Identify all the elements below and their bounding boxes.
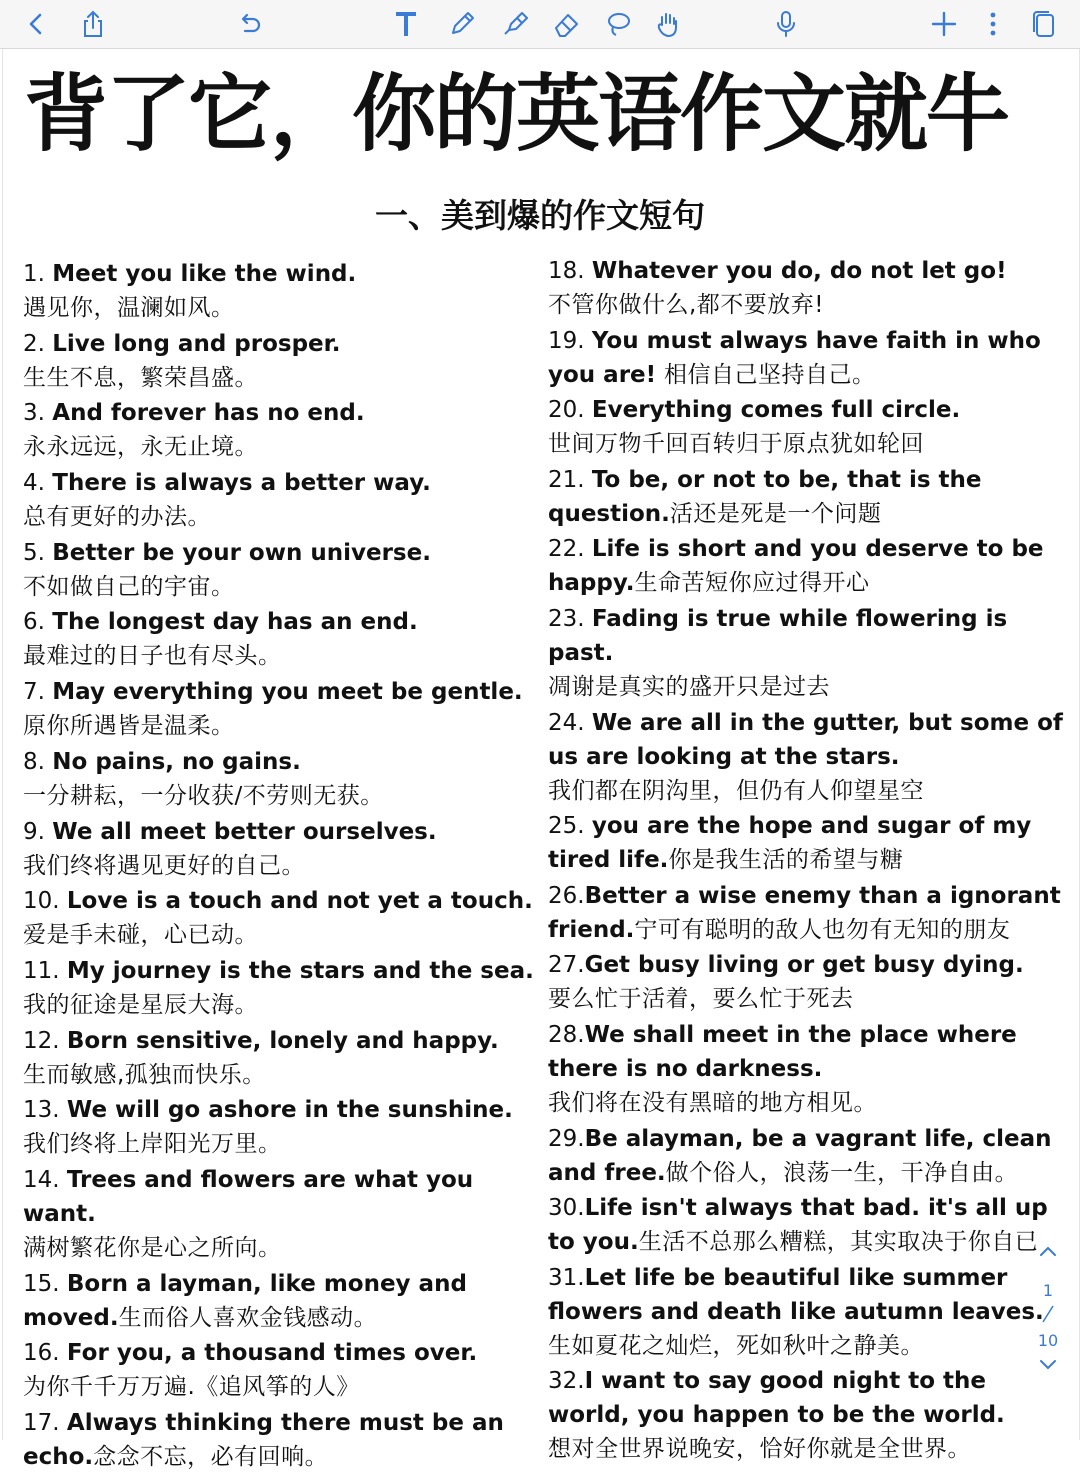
english-sentence (548, 397, 960, 423)
item-number: 16. (23, 1340, 67, 1367)
sentence-item (23, 257, 538, 325)
english-sentence (548, 1265, 1044, 1325)
sentence-item (548, 1191, 1063, 1259)
english-sentence (23, 609, 418, 635)
english-sentence (23, 679, 523, 705)
item-number: 23. (548, 605, 592, 632)
english-text: The longest day has an end. (52, 609, 418, 636)
chinese-translation: 生而敏感,孤独而快乐。 (23, 1061, 266, 1088)
chinese-translation: 想对全世界说晚安，恰好你就是全世界。 (548, 1436, 971, 1463)
sentence-item (23, 466, 538, 534)
item-number: 29. (548, 1125, 585, 1152)
english-text: May everything you meet be gentle. (52, 679, 523, 706)
sentence-item (23, 675, 538, 743)
sentence-item (23, 1267, 538, 1335)
english-sentence (23, 958, 534, 984)
right-column (548, 254, 1063, 1468)
chinese-translation: 宁可有聪明的敌人也勿有无知的朋友 (634, 916, 1011, 943)
english-sentence (548, 1368, 1005, 1428)
item-number: 30. (548, 1195, 585, 1222)
item-number: 11. (23, 957, 67, 984)
pen-icon[interactable] (444, 6, 480, 42)
left-column (23, 257, 538, 1476)
chinese-translation: 一分耕耘，一分收获/不劳则无获。 (23, 782, 384, 809)
english-text: Always thinking there must be an echo. (23, 1410, 504, 1470)
text-tool-icon[interactable] (388, 6, 424, 42)
item-number: 28. (548, 1021, 585, 1048)
chinese-translation: 生而俗人喜欢金钱感动。 (118, 1304, 378, 1331)
item-number: 24. (548, 709, 592, 736)
chinese-translation: 活还是死是一个问题 (669, 500, 882, 527)
sentence-item (23, 1406, 538, 1474)
english-text: Born sensitive, lonely and happy. (66, 1027, 499, 1054)
item-number: 6. (23, 609, 53, 636)
item-number: 22. (548, 536, 592, 563)
english-text: You must always have faith in who you are! (548, 327, 1041, 388)
english-sentence (548, 1022, 1017, 1082)
sentence-item (23, 536, 538, 604)
english-text: Meet you like the wind. (52, 261, 357, 287)
sentence-item (23, 815, 538, 883)
sentence-item (548, 1364, 1063, 1466)
current-page: 1 (1042, 1281, 1054, 1300)
sentence-item (548, 1018, 1063, 1120)
chinese-translation: 我们将在没有黑暗的地方相见。 (548, 1089, 877, 1116)
sentence-item (548, 879, 1063, 947)
item-number: 31. (548, 1264, 585, 1291)
english-text: We shall meet in the place where there is no darkness. (548, 1021, 1017, 1082)
sentence-item (23, 396, 538, 464)
chinese-translation: 做个俗人，浪荡一生，干净自由。 (665, 1159, 1019, 1186)
page-indicator (1028, 1240, 1068, 1400)
english-sentence (23, 470, 431, 496)
item-number: 27. (548, 952, 585, 979)
sentence-item (23, 605, 538, 673)
english-text: Better a wise enemy than a ignorant friend. (548, 882, 1061, 943)
sentence-item (548, 706, 1063, 808)
sentence-item (548, 809, 1063, 877)
sentence-item (548, 393, 1063, 461)
item-number: 2. (23, 330, 53, 357)
english-sentence (23, 888, 533, 914)
item-number: 12. (23, 1027, 67, 1054)
item-number: 9. (23, 818, 53, 845)
english-sentence (23, 261, 356, 287)
toolbar (0, 0, 1080, 49)
chinese-translation: 不管你做什么,都不要放弃! (548, 292, 825, 318)
chinese-translation: 为你千千万万遍.《追风筝的人》 (23, 1374, 360, 1401)
item-number: 26. (548, 882, 585, 909)
item-number: 20. (548, 397, 592, 424)
english-text: Love is a touch and not yet a touch. (66, 888, 533, 915)
item-number: 3. (23, 400, 53, 427)
item-number: 32. (548, 1368, 585, 1395)
share-icon[interactable] (75, 6, 111, 42)
highlighter-icon[interactable] (497, 6, 533, 42)
sentence-item (23, 745, 538, 813)
english-text: Whatever you do, do not let go! (591, 258, 1007, 284)
chinese-translation: 要么忙于活着，要么忙于死去 (548, 986, 854, 1013)
english-text: For you, a thousand times over. (66, 1340, 478, 1367)
item-number: 17. (23, 1410, 67, 1436)
english-text: Let life be beautiful like summer flowers and death like autumn leaves. (548, 1264, 1044, 1325)
back-icon[interactable] (18, 6, 54, 42)
english-text: Life is short and you deserve to be happy. (548, 536, 1044, 597)
microphone-icon[interactable] (768, 6, 804, 42)
english-text: No pains, no gains. (52, 748, 301, 775)
item-number: 10. (23, 888, 67, 915)
english-text: Trees and flowers are what you want. (23, 1166, 474, 1227)
section-heading: 一、美到爆的作文短句 (375, 196, 705, 235)
english-sentence (23, 400, 365, 426)
item-number: 15. (23, 1270, 67, 1297)
english-text: Everything comes full circle. (591, 397, 961, 424)
item-number: 21. (548, 466, 592, 493)
chinese-translation: 我们终将遇见更好的自己。 (23, 852, 305, 879)
hand-icon[interactable] (650, 6, 686, 42)
sentence-item (23, 327, 538, 395)
chinese-translation: 我们都在阴沟里，但仍有人仰望星空 (548, 777, 924, 804)
chinese-translation: 凋谢是真实的盛开只是过去 (548, 673, 830, 700)
english-text: My journey is the stars and the sea. (66, 957, 534, 984)
total-pages: 10 (1037, 1331, 1059, 1350)
english-text: I want to say good night to the world, you happen to be the world. (548, 1368, 1005, 1429)
english-sentence (23, 1028, 499, 1054)
english-text: To be, or not to be, that is the question. (548, 466, 982, 527)
item-number: 25. (548, 813, 592, 840)
english-text: Live long and prosper. (52, 330, 341, 357)
item-number: 1. (23, 261, 53, 287)
chinese-translation: 原你所遇皆是温柔。 (23, 713, 235, 740)
english-text: you are the hope and sugar of my tired life. (548, 813, 1032, 874)
english-text: Born a layman, like money and moved. (23, 1270, 467, 1331)
chinese-translation: 遇见你，温澜如风。 (23, 295, 235, 321)
document-title: 背了它，你的英语作文就牛 (24, 65, 1009, 163)
pages-icon[interactable] (1026, 6, 1062, 42)
sentence-item (23, 954, 538, 1022)
item-number: 7. (23, 679, 53, 706)
sentence-item (548, 324, 1063, 392)
item-number: 19. (548, 327, 592, 354)
sentence-item (23, 884, 538, 952)
chinese-translation: 相信自己坚持自己。 (656, 361, 876, 388)
chinese-translation: 世间万物千回百转归于原点犹如轮回 (548, 431, 924, 458)
english-sentence (548, 606, 1007, 666)
english-sentence (548, 258, 1007, 284)
english-sentence (23, 1097, 513, 1123)
item-number: 13. (23, 1097, 67, 1124)
chinese-translation: 我的征途是星辰大海。 (23, 991, 258, 1018)
eraser-icon[interactable] (548, 6, 584, 42)
sentence-item (548, 1122, 1063, 1190)
chinese-translation: 生生不息，繁荣昌盛。 (23, 364, 258, 391)
chinese-translation: 生如夏花之灿烂，死如秋叶之静美。 (548, 1332, 924, 1359)
english-text: We will go ashore in the sunshine. (66, 1097, 513, 1124)
chinese-translation: 最难过的日子也有尽头。 (23, 643, 282, 670)
chinese-translation: 生活不总那么糟糕，其实取决于你自已 (638, 1229, 1039, 1256)
sentence-item (23, 1093, 538, 1161)
english-sentence (23, 540, 431, 566)
english-text: Get busy living or get busy dying. (584, 952, 1024, 979)
chinese-translation: 不如做自己的宇宙。 (23, 573, 235, 600)
english-text: There is always a better way. (52, 470, 431, 497)
sentence-item (548, 532, 1063, 600)
chinese-translation: 总有更好的办法。 (23, 504, 211, 531)
more-icon[interactable] (975, 6, 1011, 42)
english-text: Life isn't always that bad. it's all up to you. (548, 1195, 1048, 1256)
page-up-icon[interactable] (1028, 1240, 1068, 1280)
chinese-translation: 生命苦短你应过得开心 (634, 570, 870, 597)
add-icon[interactable] (926, 6, 962, 42)
chinese-translation: 念念不忘，必有回响。 (93, 1444, 329, 1470)
item-number: 4. (23, 470, 53, 497)
sentence-item (23, 1024, 538, 1092)
sentence-item (548, 463, 1063, 531)
chinese-translation: 我们终将上岸阳光万里。 (23, 1131, 282, 1158)
english-sentence (23, 1167, 473, 1227)
english-text: We all meet better ourselves. (52, 818, 437, 845)
sentence-item (23, 1163, 538, 1265)
chinese-translation: 满树繁花你是心之所向。 (23, 1234, 282, 1261)
english-text: We are all in the gutter, but some of us are looking at the stars. (548, 709, 1063, 770)
item-number: 5. (23, 539, 53, 566)
sentence-item (23, 1336, 538, 1404)
english-sentence (23, 331, 340, 357)
english-sentence (23, 819, 437, 845)
sentence-item (548, 1261, 1063, 1363)
english-sentence (23, 1340, 477, 1366)
item-number: 18. (548, 258, 592, 284)
sentence-item (548, 602, 1063, 704)
sentence-item (548, 254, 1063, 322)
sentence-item (548, 948, 1063, 1016)
english-sentence (548, 710, 1063, 770)
item-number: 14. (23, 1166, 67, 1193)
chinese-translation: 永永远远，永无止境。 (23, 434, 258, 461)
undo-icon[interactable] (232, 6, 268, 42)
page-down-icon[interactable] (1028, 1352, 1068, 1392)
page-separator-icon (1028, 1302, 1068, 1330)
chinese-translation: 你是我生活的希望与糖 (668, 847, 904, 874)
english-sentence (23, 749, 301, 775)
english-sentence (548, 952, 1024, 978)
english-text: Better be your own universe. (52, 539, 431, 566)
english-text: And forever has no end. (52, 400, 365, 427)
chinese-translation: 爱是手未碰，心已动。 (23, 922, 258, 949)
item-number: 8. (23, 748, 53, 775)
lasso-icon[interactable] (600, 6, 636, 42)
english-text: Be alayman, be a vagrant life, clean and free. (548, 1125, 1052, 1186)
english-text: Fading is true while flowering is past. (548, 605, 1008, 666)
